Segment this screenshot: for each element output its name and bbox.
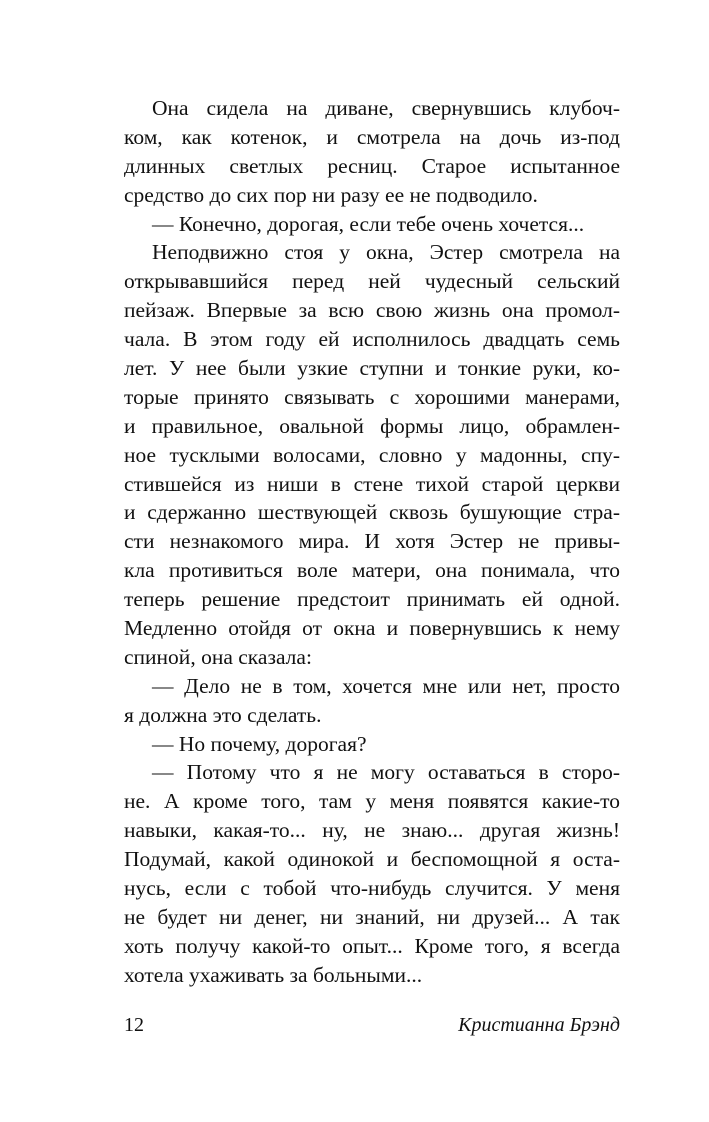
text-line: — Дело не в том, хочется мне или нет, просто [152,673,620,698]
text-line: спиной, она сказала: [124,644,312,669]
text-line: — Но почему, дорогая? [152,731,367,756]
page-footer [124,1011,620,1039]
text-line: стившейся из ниши в стене тихой старой церкви [124,471,620,496]
text-line: сти незнакомого мира. И хотя Эстер не привы- [124,529,620,554]
text-line: Она сидела на диване, свернувшись клубоч- [152,96,620,120]
text-line: Медленно отойдя от окна и повернувшись к нему [124,616,620,641]
text-line: и правильное, овальной формы лицо, обрамлен- [124,413,620,438]
text-line: не будет ни денег, ни знаний, ни друзей... А так [124,904,620,929]
text-line: не. А кроме того, там у меня появятся какие-то [124,789,620,814]
text-line: торые принято связывать с хорошими манерами, [124,384,620,409]
text-line: лет. У нее были узкие ступни и тонкие руки, ко- [124,356,620,381]
text-line: ком, как котенок, и смотрела на дочь из-под [124,124,620,149]
text-line: пейзаж. Впервые за всю свою жизнь она промол- [124,298,620,323]
text-line: длинных светлых ресниц. Старое испытанное [124,153,620,178]
text-line: и сдержанно шествующей сквозь бушующие стра- [124,500,620,525]
text-line: Подумай, какой одинокой и беспомощной я оста- [124,847,620,872]
text-line: нусь, если с тобой что-нибудь случится. У меня [124,876,620,901]
text-line: хоть получу какой-то опыт... Кроме того, я всегда [124,933,620,958]
text-line: теперь решение предстоит принимать ей одной. [124,587,620,612]
text-line: Неподвижно стоя у окна, Эстер смотрела на [152,240,620,265]
text-line: хотела ухаживать за больными... [124,962,423,987]
text-line: — Потому что я не могу оставаться в сторо- [152,760,620,785]
text-line: — Конечно, дорогая, если тебе очень хочется... [152,211,585,236]
text-line: я должна это сделать. [124,702,322,727]
book-page-text [124,94,620,990]
running-author: Кристианна Брэнд [458,1014,620,1036]
text-line: средство до сих пор ни разу ее не подводило. [124,182,538,207]
text-line: ное тусклыми волосами, словно у мадонны, спу- [124,442,620,467]
text-line: чала. В этом году ей исполнилось двадцать семь [124,327,620,352]
text-line: открывавшийся перед ней чудесный сельский [124,269,620,294]
text-line: навыки, какая-то... ну, не знаю... другая жизнь! [124,818,620,843]
page-number: 12 [124,1014,144,1036]
text-line: кла противиться воле матери, она понимала, что [124,558,620,583]
